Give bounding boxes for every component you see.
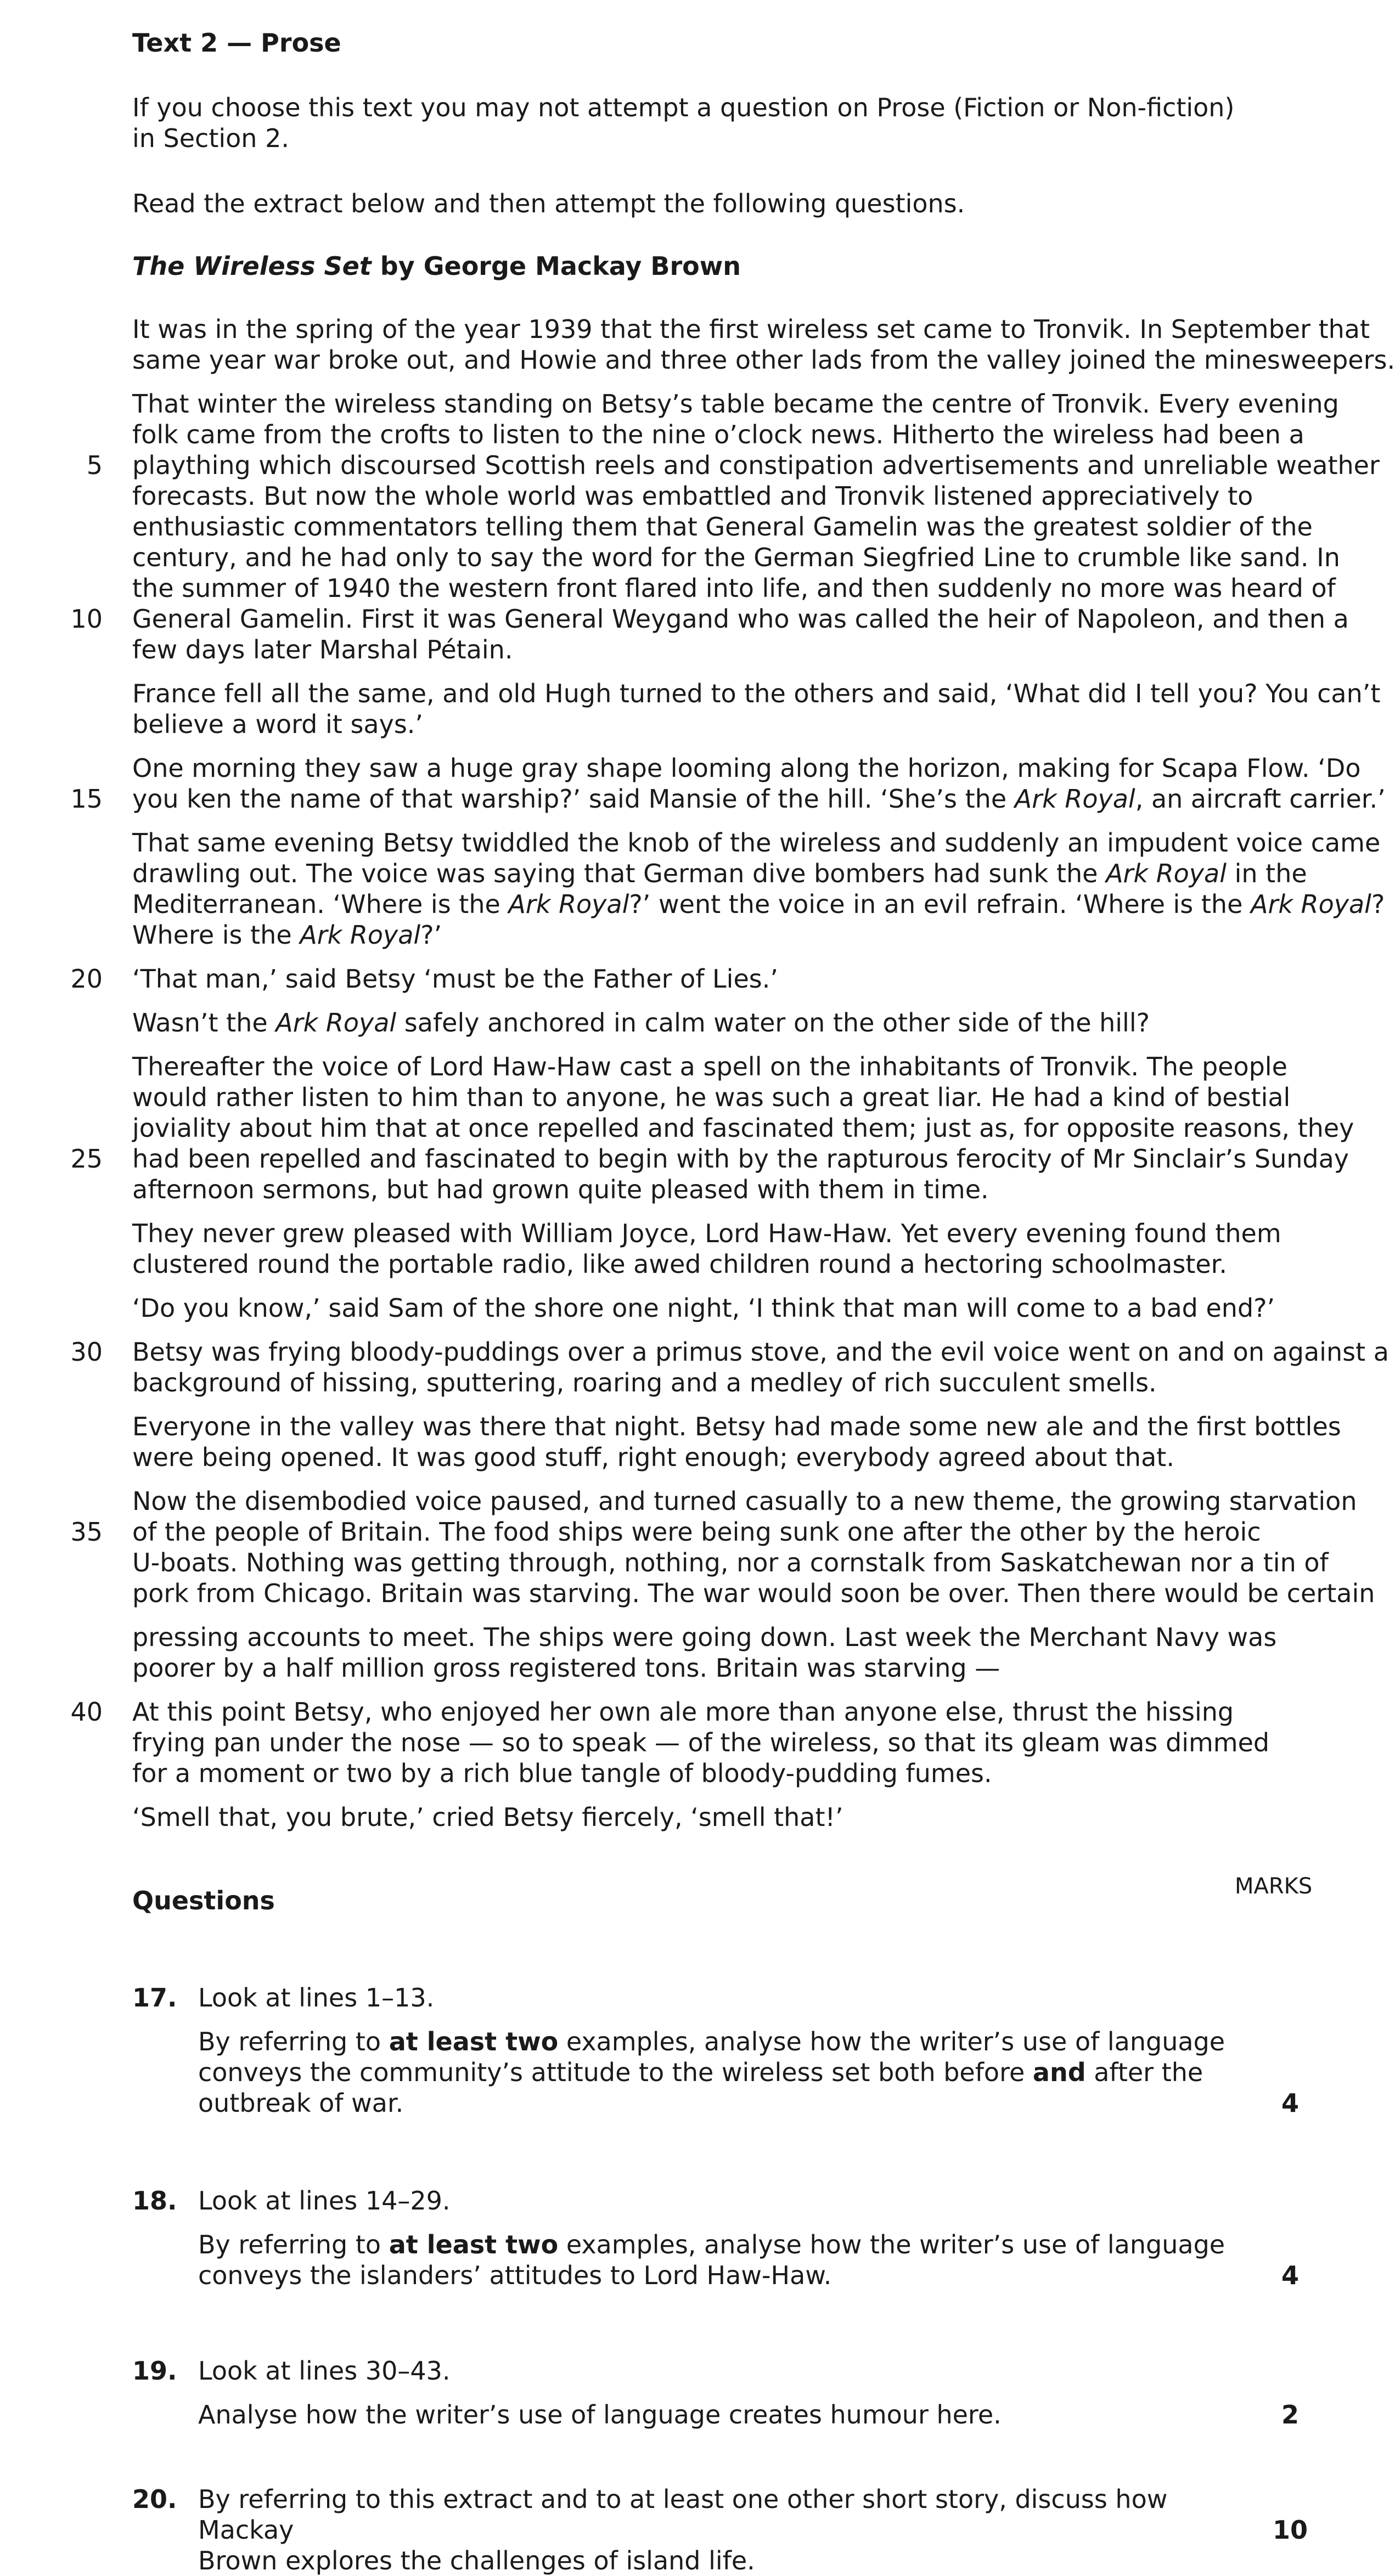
passage-line bbox=[70, 1337, 1389, 1367]
question-number: 19. bbox=[132, 2356, 177, 2386]
passage-line bbox=[132, 573, 1336, 604]
line-text: That winter the wireless standing on Betsy’s table became the centre of Tronvik. Every evening bbox=[132, 389, 1339, 419]
question-marks: 4 bbox=[1281, 2261, 1299, 2290]
passage-line bbox=[132, 1218, 1307, 1249]
question-body bbox=[198, 2484, 1241, 2576]
passage-line bbox=[132, 1653, 1307, 1683]
line-text: the summer of 1940 the western front flared into life, and then suddenly no more was heard of bbox=[132, 573, 1336, 603]
line-text: had been repelled and fascinated to begin with by the rapturous ferocity of Mr Sinclair’s Sunday bbox=[132, 1144, 1349, 1174]
question-number: 18. bbox=[132, 2186, 177, 2216]
intro-read-instruction: Read the extract below and then attempt the following questions. bbox=[132, 189, 965, 218]
line-text: Betsy was frying bloody-puddings over a primus stove, and the evil voice went on and on against a bbox=[132, 1337, 1389, 1367]
passage-paragraph bbox=[70, 963, 1307, 994]
line-text: General Gamelin. First it was General Weygand who was called the heir of Napoleon, and then a bbox=[132, 604, 1349, 634]
extract-passage bbox=[70, 314, 1395, 1846]
passage-line bbox=[132, 827, 1381, 858]
passage-paragraph bbox=[70, 388, 1380, 665]
passage-line bbox=[132, 634, 1307, 665]
line-text: frying pan under the nose — so to speak — of the wireless, so that its gleam was dimmed bbox=[132, 1728, 1270, 1757]
line-number: 25 bbox=[70, 1144, 103, 1174]
passage-line bbox=[132, 1174, 1307, 1205]
passage-line bbox=[132, 1411, 1341, 1442]
passage-line bbox=[132, 1622, 1307, 1653]
passage-line bbox=[86, 450, 1380, 481]
question-detail-line: By referring to at least two examples, analyse how the writer’s use of language bbox=[198, 2027, 1225, 2056]
line-text: believe a word it says.’ bbox=[132, 709, 424, 739]
passage-line bbox=[132, 345, 1395, 375]
line-text: clustered round the portable radio, like awed children round a hectoring schoolmaster. bbox=[132, 1249, 1227, 1279]
line-text: for a moment or two by a rich blue tangle of bloody-pudding fumes. bbox=[132, 1758, 992, 1788]
passage-paragraph bbox=[132, 1218, 1307, 1279]
passage-line bbox=[132, 1007, 1307, 1038]
line-number: 40 bbox=[70, 1697, 103, 1727]
line-text: of the people of Britain. The food ships were being sunk one after the other by the heroic bbox=[132, 1517, 1261, 1547]
line-text: It was in the spring of the year 1939 that the first wireless set came to Tronvik. In September that bbox=[132, 314, 1370, 344]
passage-line bbox=[132, 419, 1307, 450]
passage-line bbox=[70, 1696, 1307, 1727]
question-prompt: By referring to this extract and to at least one other short story, discuss how Mackay bbox=[198, 2484, 1168, 2545]
question-body bbox=[198, 2185, 1241, 2291]
question-marks: 10 bbox=[1272, 2515, 1308, 2545]
question-prompt: Look at lines 14–29. bbox=[198, 2186, 451, 2216]
passage-paragraph bbox=[132, 827, 1385, 950]
line-text: would rather listen to him than to anyone, he was such a great liar. He had a kind of bestial bbox=[132, 1083, 1291, 1112]
question-detail-line: conveys the islanders’ attitudes to Lord Haw-Haw. bbox=[198, 2261, 832, 2290]
line-text: U-boats. Nothing was getting through, nothing, nor a cornstalk from Saskatchewan nor a tin of bbox=[132, 1548, 1329, 1577]
question-number: 17. bbox=[132, 1983, 177, 2013]
passage-line bbox=[132, 1758, 1307, 1789]
passage-paragraph bbox=[70, 1696, 1307, 1789]
line-text: ‘That man,’ said Betsy ‘must be the Father of Lies.’ bbox=[132, 964, 778, 994]
line-text: France fell all the same, and old Hugh turned to the others and said, ‘What did I tell you? You can’t bbox=[132, 679, 1381, 708]
question-detail-line: By referring to at least two examples, analyse how the writer’s use of language bbox=[198, 2230, 1225, 2259]
line-text: forecasts. But now the whole world was embattled and Tronvik listened appreciatively to bbox=[132, 481, 1253, 511]
line-number: 10 bbox=[70, 604, 103, 634]
line-text: pork from Chicago. Britain was starving. The war would soon be over. Then there would be certain bbox=[132, 1579, 1375, 1608]
passage-line bbox=[132, 481, 1307, 511]
line-text: few days later Marshal Pétain. bbox=[132, 635, 513, 664]
passage-paragraph bbox=[132, 678, 1381, 740]
passage-paragraph bbox=[70, 1486, 1375, 1609]
passage-line bbox=[132, 753, 1361, 783]
passage-paragraph bbox=[132, 1007, 1307, 1038]
passage-line bbox=[132, 889, 1385, 920]
marks-column-heading: MARKS bbox=[1235, 1874, 1313, 1899]
passage-line bbox=[132, 1578, 1375, 1609]
question-body bbox=[198, 1982, 1241, 2118]
line-text: were being opened. It was good stuff, right enough; everybody agreed about that. bbox=[132, 1442, 1174, 1472]
line-text: Everyone in the valley was there that night. Betsy had made some new ale and the first bottles bbox=[132, 1412, 1341, 1441]
passage-line bbox=[132, 1802, 1307, 1833]
passage-line bbox=[132, 1293, 1307, 1323]
line-text: Where is the Ark Royal?’ bbox=[132, 920, 442, 950]
passage-line bbox=[132, 1547, 1329, 1578]
passage-paragraph bbox=[132, 1802, 1307, 1833]
passage-paragraph bbox=[132, 314, 1395, 375]
author-byline: by George Mackay Brown bbox=[371, 251, 741, 281]
passage-line bbox=[132, 1727, 1307, 1758]
passage-line bbox=[132, 678, 1381, 709]
passage-line bbox=[132, 1113, 1354, 1143]
intro-instruction: If you choose this text you may not attempt a question on Prose (Fiction or Non-fiction) in Section 2. bbox=[132, 93, 1235, 153]
questions-heading: Questions bbox=[132, 1886, 275, 1915]
line-text: poorer by a half million gross registered tons. Britain was starving — bbox=[132, 1653, 1000, 1683]
passage-paragraph bbox=[70, 753, 1386, 814]
question-prompt: Look at lines 1–13. bbox=[198, 1983, 435, 2013]
passage-line bbox=[70, 1517, 1307, 1547]
passage-line bbox=[132, 920, 1307, 950]
line-text: background of hissing, sputtering, roaring and a medley of rich succulent smells. bbox=[132, 1368, 1157, 1397]
passage-line bbox=[70, 1143, 1349, 1174]
question-marks: 4 bbox=[1281, 2088, 1299, 2118]
section-heading: Text 2 — Prose bbox=[132, 28, 341, 58]
question-detail-line: outbreak of war. bbox=[198, 2088, 404, 2118]
line-number: 20 bbox=[70, 964, 103, 994]
passage-line bbox=[132, 1486, 1357, 1517]
line-text: One morning they saw a huge gray shape looming along the horizon, making for Scapa Flow. ‘Do bbox=[132, 753, 1361, 783]
passage-line bbox=[132, 709, 1307, 740]
line-text: They never grew pleased with William Joyce, Lord Haw-Haw. Yet every evening found them bbox=[132, 1219, 1281, 1248]
question-prompt: Look at lines 30–43. bbox=[198, 2356, 451, 2386]
extract-title bbox=[132, 251, 741, 281]
line-text: folk came from the crofts to listen to the nine o’clock news. Hitherto the wireless had been a bbox=[132, 420, 1304, 449]
passage-line bbox=[132, 1442, 1307, 1473]
line-text: enthusiastic commentators telling them that General Gamelin was the greatest soldier of the bbox=[132, 512, 1313, 542]
work-title: The Wireless Set bbox=[132, 251, 372, 281]
passage-line bbox=[70, 783, 1386, 814]
question-detail-line: conveys the community’s attitude to the wireless set both before and after the bbox=[198, 2058, 1203, 2087]
line-text: ‘Do you know,’ said Sam of the shore one night, ‘I think that man will come to a bad end?’ bbox=[132, 1293, 1275, 1323]
line-text: same year war broke out, and Howie and three other lads from the valley joined the minesweepers. bbox=[132, 345, 1395, 375]
line-number: 35 bbox=[70, 1517, 103, 1547]
passage-paragraph bbox=[132, 1622, 1307, 1683]
passage-paragraph bbox=[132, 1411, 1341, 1473]
passage-line bbox=[132, 1051, 1307, 1082]
passage-line bbox=[132, 511, 1313, 542]
line-text: plaything which discoursed Scottish reels and constipation advertisements and unreliable weather bbox=[132, 450, 1380, 480]
line-text: Mediterranean. ‘Where is the Ark Royal?’ went the voice in an evil refrain. ‘Where is the Ark Royal? bbox=[132, 889, 1385, 919]
line-number: 5 bbox=[86, 450, 103, 480]
line-text: joviality about him that at once repelled and fascinated them; just as, for opposite reasons, they bbox=[132, 1113, 1354, 1143]
line-text: pressing accounts to meet. The ships were going down. Last week the Merchant Navy was bbox=[132, 1622, 1277, 1652]
passage-paragraph bbox=[70, 1337, 1389, 1398]
passage-line bbox=[132, 1367, 1307, 1398]
line-text: That same evening Betsy twiddled the knob of the wireless and suddenly an impudent voice came bbox=[132, 828, 1381, 858]
line-number: 15 bbox=[70, 784, 103, 814]
line-text: you ken the name of that warship?’ said Mansie of the hill. ‘She’s the Ark Royal, an aircraft carrier.’ bbox=[132, 784, 1386, 814]
question-prompt-continued: Brown explores the challenges of island life. bbox=[198, 2546, 755, 2575]
passage-line bbox=[132, 388, 1339, 419]
question-number: 20. bbox=[132, 2484, 177, 2514]
line-text: Thereafter the voice of Lord Haw-Haw cast a spell on the inhabitants of Tronvik. The people bbox=[132, 1052, 1287, 1081]
passage-line bbox=[132, 542, 1340, 573]
line-text: Now the disembodied voice paused, and turned casually to a new theme, the growing starvation bbox=[132, 1486, 1357, 1516]
passage-line bbox=[132, 1082, 1307, 1113]
line-text: century, and he had only to say the word for the German Siegfried Line to crumble like sand. In bbox=[132, 543, 1340, 572]
line-number: 30 bbox=[70, 1337, 103, 1367]
passage-line bbox=[70, 604, 1349, 634]
passage-line bbox=[132, 314, 1370, 345]
line-text: ‘Smell that, you brute,’ cried Betsy fiercely, ‘smell that!’ bbox=[132, 1802, 843, 1832]
line-text: afternoon sermons, but had grown quite pleased with them in time. bbox=[132, 1175, 989, 1204]
line-text: Wasn’t the Ark Royal safely anchored in calm water on the other side of the hill? bbox=[132, 1008, 1150, 1038]
question-detail-line: Analyse how the writer’s use of language creates humour here. bbox=[198, 2400, 1002, 2430]
line-text: drawling out. The voice was saying that German dive bombers had sunk the Ark Royal in the bbox=[132, 859, 1307, 888]
question-body bbox=[198, 2355, 1241, 2430]
passage-paragraph bbox=[132, 1293, 1307, 1323]
passage-line bbox=[70, 963, 1307, 994]
passage-line bbox=[132, 1249, 1307, 1279]
passage-line bbox=[132, 858, 1307, 889]
passage-paragraph bbox=[70, 1051, 1354, 1205]
question-marks: 2 bbox=[1281, 2400, 1299, 2430]
line-text: At this point Betsy, who enjoyed her own ale more than anyone else, thrust the hissing bbox=[132, 1697, 1234, 1727]
